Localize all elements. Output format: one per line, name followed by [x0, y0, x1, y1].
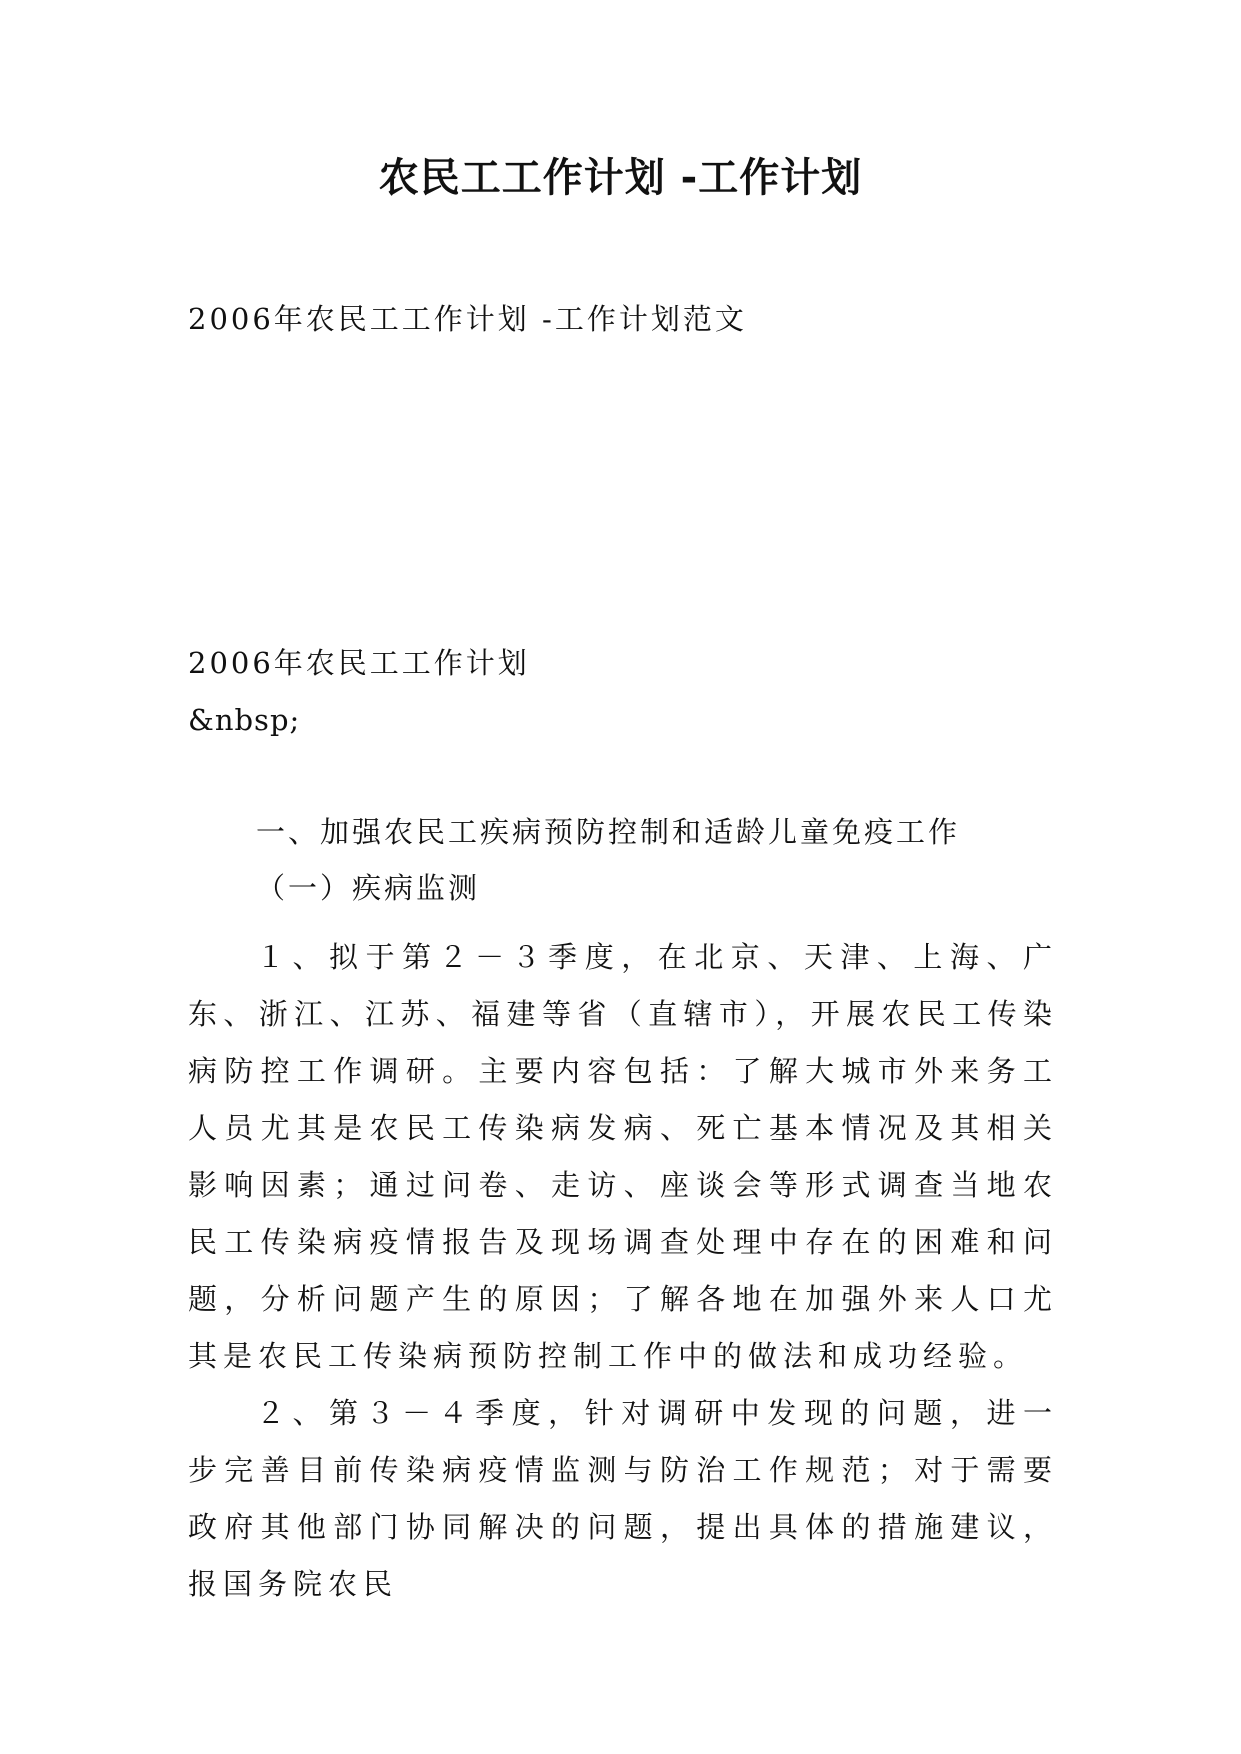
nbsp-text: &nbsp;: [188, 703, 301, 737]
section-heading: 2006年农民工工作计划: [188, 646, 530, 680]
subsection-1-heading: （一）疾病监测: [256, 871, 481, 905]
body-paragraph-1: １、拟于第２－３季度，在北京、天津、上海、广东、浙江、江苏、福建等省（直辖市），开展农民工传染病防控工作调研。主要内容包括：了解大城市外来务工人员尤其是农民工传染病发病、死亡基本情况及其相关影响因素；通过问卷、走访、座谈会等形式调查当地农民工传染病疫情报告及现场调查处理中存在的困难和问题，分析问题产生的原因；了解各地在加强外来人口尤其是农民工传染病预防控制工作中的做法和成功经验。: [188, 940, 1058, 1373]
document-subtitle: 2006年农民工工作计划 -工作计划范文: [188, 302, 747, 336]
document-title: 农民工工作计划 -工作计划: [378, 155, 863, 201]
document-body: [188, 929, 1058, 1613]
body-paragraph-2: ２、第３－４季度，针对调研中发现的问题，进一步完善目前传染病疫情监测与防治工作规范；对于需要政府其他部门协同解决的问题，提出具体的措施建议，报国务院农民: [188, 1396, 1058, 1601]
section-1-heading: 一、加强农民工疾病预防控制和适龄儿童免疫工作: [256, 815, 961, 849]
